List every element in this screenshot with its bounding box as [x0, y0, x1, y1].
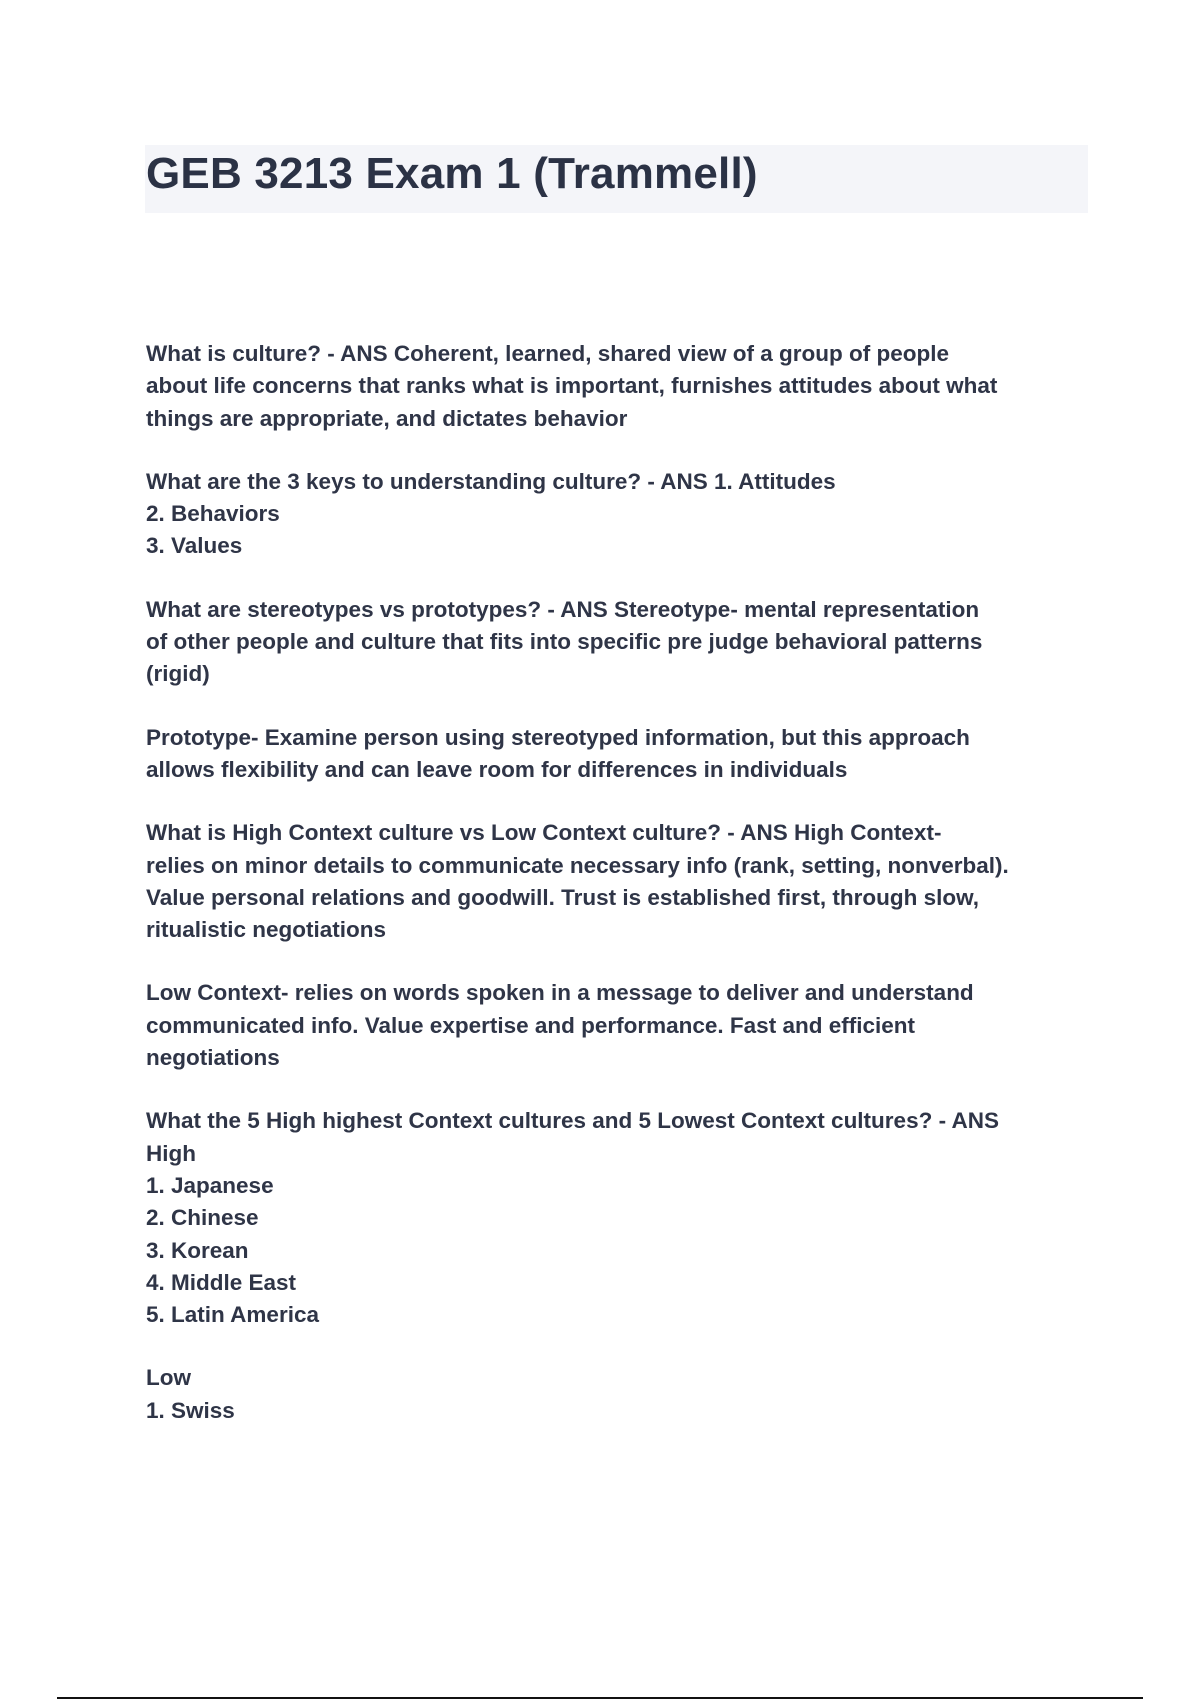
list-heading: High [146, 1140, 196, 1166]
qa-paragraph-context-cultures [146, 1105, 1086, 1331]
text-line: communicated info. Value expertise and performance. Fast and efficient [146, 1012, 915, 1038]
text-line: Value personal relations and goodwill. Trust is established first, through slow, [146, 884, 980, 910]
answer-paragraph-low-context [146, 977, 1086, 1074]
text-line: relies on minor details to communicate necessary info (rank, setting, nonverbal). [146, 852, 1009, 878]
list-item: 3. Values [146, 533, 243, 559]
low-context-list [146, 1362, 1086, 1427]
qa-paragraph-stereotypes [146, 594, 1086, 691]
text-line: of other people and culture that fits into specific pre judge behavioral patterns [146, 629, 983, 655]
list-item: 5. Latin America [146, 1302, 319, 1328]
document-content [146, 338, 1086, 1458]
text-line: about life concerns that ranks what is important, furnishes attitudes about what [146, 373, 998, 399]
text-line: allows flexibility and can leave room for differences in individuals [146, 756, 848, 782]
list-item: 2. Chinese [146, 1205, 259, 1231]
list-item: 1. Swiss [146, 1397, 235, 1423]
text-line: What is High Context culture vs Low Context culture? - ANS High Context- [146, 820, 942, 846]
text-line: What is culture? - ANS Coherent, learned, shared view of a group of people [146, 341, 950, 366]
text-line: What are the 3 keys to understanding culture? - ANS 1. Attitudes [146, 468, 836, 494]
text-line: ritualistic negotiations [146, 917, 387, 943]
qa-paragraph-high-context [146, 817, 1086, 946]
text-line: Low Context- relies on words spoken in a message to deliver and understand [146, 980, 974, 1006]
page-bottom-rule [57, 1697, 1143, 1699]
list-item: 1. Japanese [146, 1172, 274, 1198]
list-heading: Low [146, 1365, 191, 1391]
qa-paragraph-culture-keys [146, 466, 1086, 563]
answer-paragraph-prototype [146, 722, 1086, 787]
text-line: Prototype- Examine person using stereotyped information, but this approach [146, 724, 970, 750]
list-item: 3. Korean [146, 1237, 249, 1263]
document-title: GEB 3213 Exam 1 (Trammell) [146, 149, 758, 198]
text-line: things are appropriate, and dictates behavior [146, 405, 628, 431]
list-item: 2. Behaviors [146, 501, 280, 527]
text-line: negotiations [146, 1045, 280, 1071]
list-item: 4. Middle East [146, 1269, 297, 1295]
qa-paragraph-culture-definition [146, 338, 1086, 435]
text-line: What the 5 High highest Context cultures and 5 Lowest Context cultures? - ANS [146, 1108, 999, 1134]
text-line: (rigid) [146, 661, 210, 687]
text-line: What are stereotypes vs prototypes? - ANS Stereotype- mental representation [146, 596, 980, 622]
